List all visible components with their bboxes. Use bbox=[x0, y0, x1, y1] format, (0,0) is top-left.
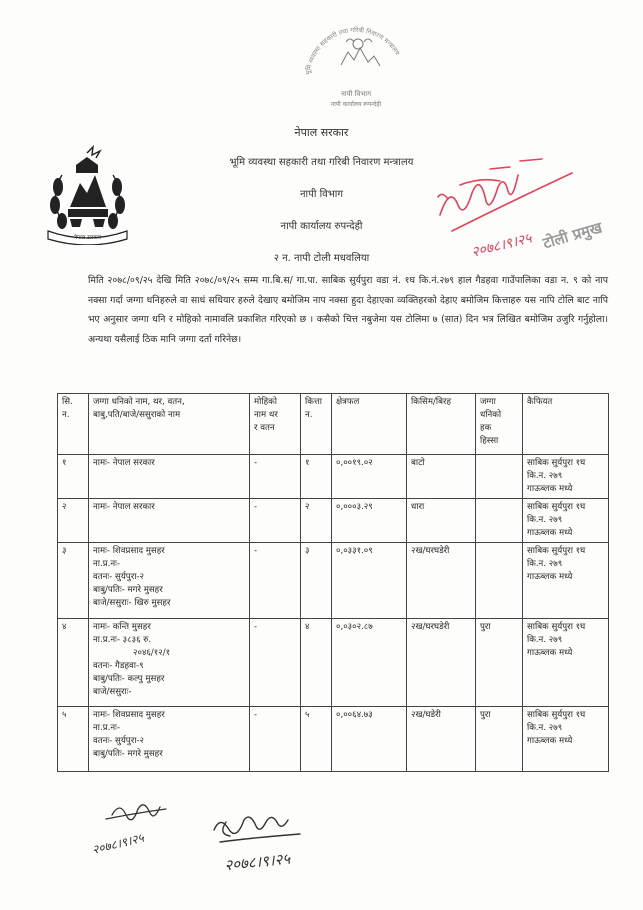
cell-sn: ३ bbox=[58, 543, 89, 619]
signature-left bbox=[82, 795, 192, 855]
cell-area: ०,००६४.७३ bbox=[332, 707, 407, 772]
header-kisim: किसिम/बिरह bbox=[407, 394, 476, 455]
cell-hak: पुरा bbox=[476, 619, 523, 707]
cell-kita: १ bbox=[301, 455, 332, 499]
office-stamp bbox=[296, 20, 416, 116]
cell-kisim: बाटो bbox=[407, 455, 476, 499]
cell-area: ०,०३०२.८७ bbox=[332, 619, 407, 707]
header-line-1: नेपाल सरकार bbox=[294, 126, 349, 139]
svg-text:भूमि व्यवस्था सहकारी तथा गरिबी bbox=[304, 26, 401, 75]
cell-hak: पुरा bbox=[476, 707, 523, 772]
cell-sn: ५ bbox=[58, 707, 89, 772]
header-area: क्षेत्रफल bbox=[332, 394, 407, 455]
header-name: जग्गा धनिको नाम, थर, वतन, बाबु,पति/बाजे/ससुराको नाम bbox=[89, 394, 250, 455]
header-line-5: २ न. नापी टोली मधवलिया bbox=[273, 253, 370, 264]
header-kaifiyat: कैफियत bbox=[523, 394, 609, 455]
cell-name: नामः- नेपाल सरकार bbox=[89, 455, 250, 499]
cell-sn: १ bbox=[58, 455, 89, 499]
cell-kita: ३ bbox=[301, 543, 332, 619]
team-chief-stamp: टोली प्रमुख bbox=[540, 218, 604, 253]
cell-sn: २ bbox=[58, 499, 89, 543]
header-kita: कित्ता न. bbox=[301, 394, 332, 455]
table-header-row bbox=[58, 394, 609, 455]
cell-mohi: - bbox=[250, 707, 301, 772]
cell-mohi: - bbox=[250, 455, 301, 499]
cell-area: ०,००१९.०२ bbox=[332, 455, 407, 499]
cell-hak bbox=[476, 543, 523, 619]
cell-kisim: २ख/घरघडेरी bbox=[407, 543, 476, 619]
table-row bbox=[58, 619, 609, 707]
cell-hak bbox=[476, 499, 523, 543]
cell-kaifiyat: साबिक सुर्यपुरा १घ कि.न. २७९ गाऊब्लक मध्ये bbox=[523, 543, 609, 619]
cell-area: ०,०३३१.०९ bbox=[332, 543, 407, 619]
red-signature-date: २०७८।९।२५ bbox=[469, 230, 534, 260]
header-hak: जग्गा धनिको हक हिस्सा bbox=[476, 394, 523, 455]
cell-area: ०,०००३.२९ bbox=[332, 499, 407, 543]
cell-name: नामः- कन्ति मुसहर ना.प्र.नः- ३८३६ रु. २०४६/१२/१ वतनः- गैडहवा-९ बाबु/पतिः- कल्पु मुसहर बाजे/ससुराः- bbox=[89, 619, 250, 707]
signature-middle bbox=[206, 812, 366, 874]
table-row bbox=[58, 499, 609, 543]
header-line-4: नापी कार्यालय रुपन्देही bbox=[280, 221, 363, 232]
cell-mohi: - bbox=[250, 543, 301, 619]
table-row bbox=[58, 543, 609, 619]
stamp-ring-text: भूमि व्यवस्था सहकारी तथा गरिबी निवारण मन्त्रालय bbox=[304, 26, 402, 76]
table-row bbox=[58, 455, 609, 499]
table-row bbox=[58, 707, 609, 772]
header-sn: सि. न. bbox=[58, 394, 89, 455]
cell-kisim: २ख/घडेरी bbox=[407, 707, 476, 772]
cell-kita: ४ bbox=[301, 619, 332, 707]
cell-kisim: २ख/घरघडेरी bbox=[407, 619, 476, 707]
cell-kita: ५ bbox=[301, 707, 332, 772]
cell-name: नामः- नेपाल सरकार bbox=[89, 499, 250, 543]
emblem-caption: नेपाल सरकार bbox=[74, 235, 101, 241]
cell-kaifiyat: साबिक सुर्यपुरा १घ कि.न. २७९ गाऊब्लक मध्ये bbox=[523, 499, 609, 543]
cell-hak bbox=[476, 455, 523, 499]
notice-paragraph: मिति २०७८/०९/२५ देखि मिति २०७८/०९/२५ सम्म गा.बि.स/ गा.पा. साबिक सुर्यपुरा वडा नं. १घ कि.नं.२७९ हाल गैडहवा गाउँपालिका वडा न. ९ को नाप नक्सा गर्दा जग्गा धनिहरुले वा साधं सधियार हरुले देखाए बमोजिम नाप नक्सा हुदा देहाएका व्यक्तिहरको देहाए बमोजिम कित्ताहरु यस नापि टोलि बाट नापि भए अनुसार जग्गा धनि र मोहिको नामावलि प्रकाशित गरिएको छ । कसैको चित्त नबुजेमा यस टोलिमा ७ (सात) दिन भत्र लिखित बमोजिम उजुरि गर्नुहोला।अन्यथा यसैलाई ठिक मानि जग्गा दर्ता गरिनेछ। bbox=[88, 275, 608, 345]
cell-kisim: धारा bbox=[407, 499, 476, 543]
cell-kaifiyat: साबिक सुर्यपुरा १घ कि.न. २७९ गाऊब्लक मध्ये bbox=[523, 619, 609, 707]
cell-kita: २ bbox=[301, 499, 332, 543]
landowner-table bbox=[57, 393, 609, 772]
stamp-inner-line2: नापी कार्यालय रूपन्देही bbox=[330, 101, 382, 108]
signature-left-date: २०७८।९।२५ bbox=[90, 830, 146, 855]
header-line-2: भूमि व्यवस्था सहकारी तथा गरिबी निवारण मन्त्रालय bbox=[229, 157, 414, 168]
cell-name: नामः- शिवप्रसाद मुसहर ना.प्र.नः- वतनः- सुर्यपुरा-२ बाबु/पतिः- मगरे मुसहर bbox=[89, 707, 250, 772]
cell-mohi: - bbox=[250, 619, 301, 707]
signature-middle-date: २०७८।९।२५ bbox=[223, 849, 292, 874]
cell-mohi: - bbox=[250, 499, 301, 543]
cell-sn: ४ bbox=[58, 619, 89, 707]
red-signature bbox=[430, 145, 605, 260]
header-line-3: नापी विभाग bbox=[300, 189, 343, 200]
cell-name: नामः- शिवप्रसाद मुसहर ना.प्र.नः- वतनः- सुर्यपुरा-२ बाबु/पतिः- मगरे मुसहर बाजे/ससुराः- खिरु मुसहर bbox=[89, 543, 250, 619]
header-mohi: मोहिको नाम थर र वतन bbox=[250, 394, 301, 455]
cell-kaifiyat: साबिक सुर्यपुरा १घ कि.न. २७९ गाऊब्लक मध्ये bbox=[523, 455, 609, 499]
cell-kaifiyat: साबिक सुर्यपुरा १घ कि.न. २७९ गाऊब्लक मध्ये bbox=[523, 707, 609, 772]
stamp-inner-line1: नापी विभाग bbox=[340, 90, 372, 98]
